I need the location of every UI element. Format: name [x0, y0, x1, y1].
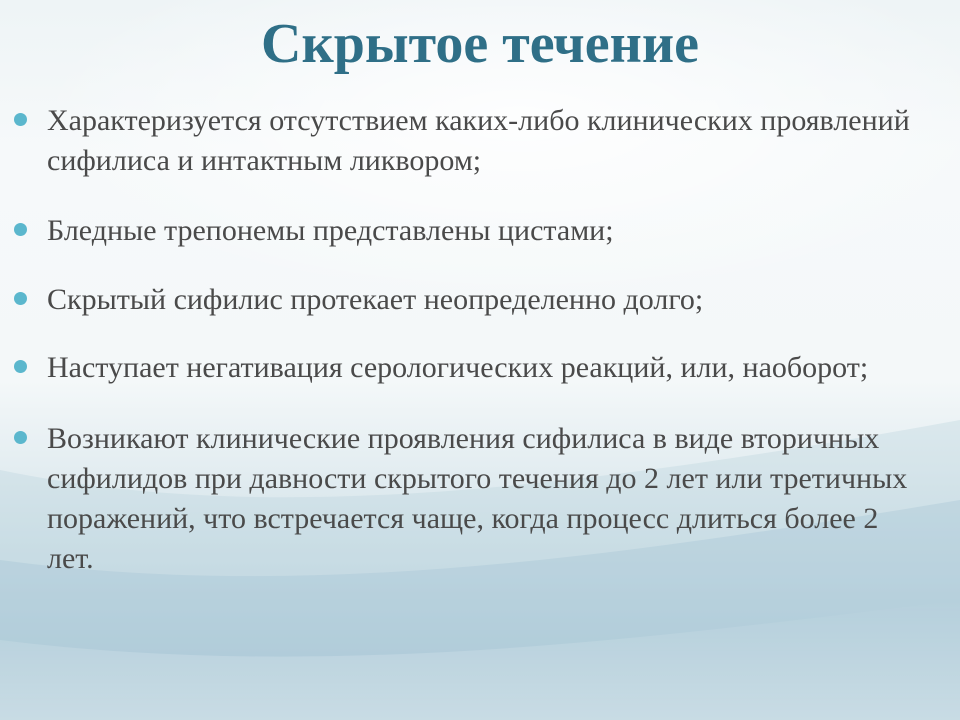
bullet-item: [0, 211, 960, 251]
bullet-list: [0, 101, 960, 607]
bullet-dot-icon: [14, 292, 27, 305]
bullet-text: Возникают клинические проявления сифилиса в виде вторичных сифилидов при давности скрытого течения до 2 лет или третичных поражений, что встречается чаще, когда процесс длиться более 2 лет.: [47, 422, 908, 575]
bullet-dot-icon: [14, 360, 27, 373]
bullet-text: Наступает негативация серологических реакций, или, наоборот;: [47, 351, 869, 384]
bullet-dot-icon: [14, 223, 27, 236]
bullet-item: [0, 280, 960, 320]
slide-title: Скрытое течение: [261, 13, 699, 75]
bullet-text: Скрытый сифилис протекает неопределенно долго;: [47, 283, 704, 316]
bullet-text: Бледные трепонемы представлены цистами;: [47, 214, 614, 247]
bullet-item: [0, 419, 960, 579]
bullet-text: Характеризуется отсутствием каких-либо клинических проявлений сифилиса и интактным ликвором;: [47, 104, 910, 177]
bullet-dot-icon: [14, 113, 27, 126]
bullet-dot-icon: [14, 431, 27, 444]
bullet-item: [0, 101, 960, 181]
bullet-item: [0, 348, 960, 388]
